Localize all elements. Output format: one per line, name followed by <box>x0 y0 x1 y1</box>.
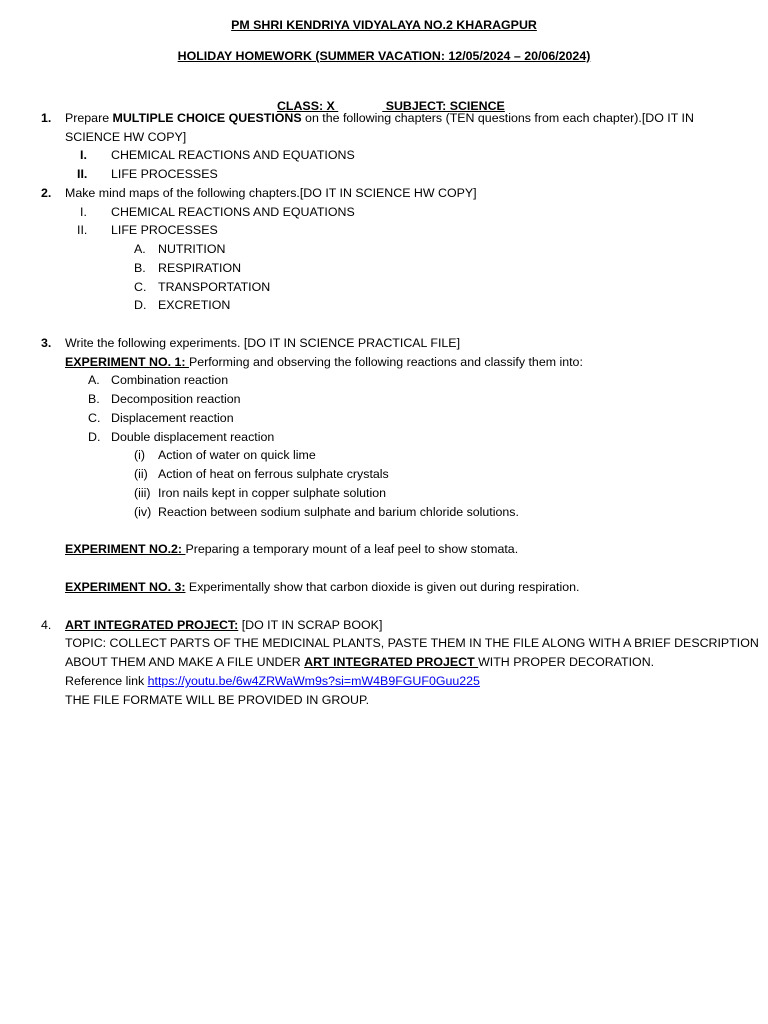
experiment-3-text: Experimentally show that carbon dioxide is given out during respiration. <box>185 580 580 594</box>
reference-link[interactable]: https://youtu.be/6w4ZRWaWm9s?si=mW4B9FGUF0Guu225 <box>147 674 480 688</box>
reaction-type: Double displacement reaction <box>111 430 275 444</box>
art-project-topic: TOPIC: COLLECT PARTS OF THE MEDICINAL PLANTS, PASTE THEM IN THE FILE ALONG WITH A BRIEF DESCRIPTION <box>65 636 759 650</box>
q1-text-cont: SCIENCE HW COPY] <box>65 130 187 144</box>
reference-label: Reference link <box>65 674 148 688</box>
q1-post: on the following chapters (TEN questions from each chapter).[DO IT IN <box>301 111 694 125</box>
reaction-marker: (ii) <box>134 467 148 481</box>
q2-subitem: TRANSPORTATION <box>158 280 271 294</box>
reaction-type: Displacement reaction <box>111 411 234 425</box>
q3-text: Write the following experiments. [DO IT IN SCIENCE PRACTICAL FILE] <box>65 336 461 350</box>
q1-bold: MULTIPLE CHOICE QUESTIONS <box>112 111 302 125</box>
file-format-note: THE FILE FORMATE WILL BE PROVIDED IN GROUP. <box>65 693 370 707</box>
q1-item: LIFE PROCESSES <box>111 167 218 181</box>
q2-item: LIFE PROCESSES <box>111 223 218 237</box>
school-title: PM SHRI KENDRIYA VIDYALAYA NO.2 KHARAGPUR <box>231 18 537 32</box>
art-project-note: [DO IT IN SCRAP BOOK] <box>238 618 383 632</box>
art-project-heading <box>65 616 382 635</box>
q2-text: Make mind maps of the following chapters.[DO IT IN SCIENCE HW COPY] <box>65 186 477 200</box>
subject-label: SUBJECT: SCIENCE <box>382 98 505 113</box>
experiment-1 <box>65 353 583 372</box>
reaction-marker: (iii) <box>134 486 151 500</box>
experiment-1-text: Performing and observing the following reactions and classify them into: <box>188 355 583 369</box>
q2-subitem: EXCRETION <box>158 298 231 312</box>
q1-pre: Prepare <box>65 111 113 125</box>
q2-subitem-marker: B. <box>134 261 146 275</box>
reaction-item: Reaction between sodium sulphate and barium chloride solutions. <box>158 505 519 519</box>
experiment-2-label: EXPERIMENT NO.2: <box>65 542 186 556</box>
reaction-type: Combination reaction <box>111 373 229 387</box>
art-project-title: ART INTEGRATED PROJECT: <box>65 618 239 632</box>
q2-item: CHEMICAL REACTIONS AND EQUATIONS <box>111 205 355 219</box>
q2-item-marker: I. <box>80 205 87 219</box>
experiment-1-label: EXPERIMENT NO. 1: <box>65 355 189 369</box>
topic-pre: ABOUT THEM AND MAKE A FILE UNDER <box>65 655 305 669</box>
q1-item-marker: II. <box>77 167 88 181</box>
reaction-type-marker: A. <box>88 373 100 387</box>
topic-post: WITH PROPER DECORATION. <box>478 655 655 669</box>
reaction-type: Decomposition reaction <box>111 392 241 406</box>
q2-subitem-marker: A. <box>134 242 146 256</box>
reaction-item: Action of heat on ferrous sulphate crystals <box>158 467 389 481</box>
q2-subitem: RESPIRATION <box>158 261 242 275</box>
q2-subitem-marker: D. <box>134 298 147 312</box>
q2-subitem: NUTRITION <box>158 242 226 256</box>
experiment-3 <box>65 578 579 597</box>
topic-bold: ART INTEGRATED PROJECT <box>304 655 479 669</box>
class-label: CLASS: X <box>276 98 339 113</box>
experiment-2-text: Preparing a temporary mount of a leaf peel to show stomata. <box>185 542 519 556</box>
reaction-marker: (i) <box>134 448 146 462</box>
q1-item-marker: I. <box>80 148 87 162</box>
reaction-marker: (iv) <box>134 505 152 519</box>
experiment-2 <box>65 540 518 559</box>
experiment-3-label: EXPERIMENT NO. 3: <box>65 580 186 594</box>
reaction-item: Iron nails kept in copper sulphate solution <box>158 486 386 500</box>
q2-number: 2. <box>41 186 52 200</box>
q2-item-marker: II. <box>77 223 88 237</box>
q1-item: CHEMICAL REACTIONS AND EQUATIONS <box>111 148 355 162</box>
q1-number: 1. <box>41 111 52 125</box>
q3-number: 3. <box>41 336 52 350</box>
q2-subitem-marker: C. <box>134 280 147 294</box>
reaction-item: Action of water on quick lime <box>158 448 316 462</box>
homework-title: HOLIDAY HOMEWORK (SUMMER VACATION: 12/05/2024 – 20/06/2024) <box>177 49 591 63</box>
reaction-type-marker: B. <box>88 392 100 406</box>
reaction-type-marker: D. <box>88 430 101 444</box>
q1-text <box>65 109 694 128</box>
reaction-type-marker: C. <box>88 411 101 425</box>
reference-line <box>65 672 480 691</box>
art-project-topic-cont <box>65 653 654 672</box>
q4-number: 4. <box>41 618 52 632</box>
